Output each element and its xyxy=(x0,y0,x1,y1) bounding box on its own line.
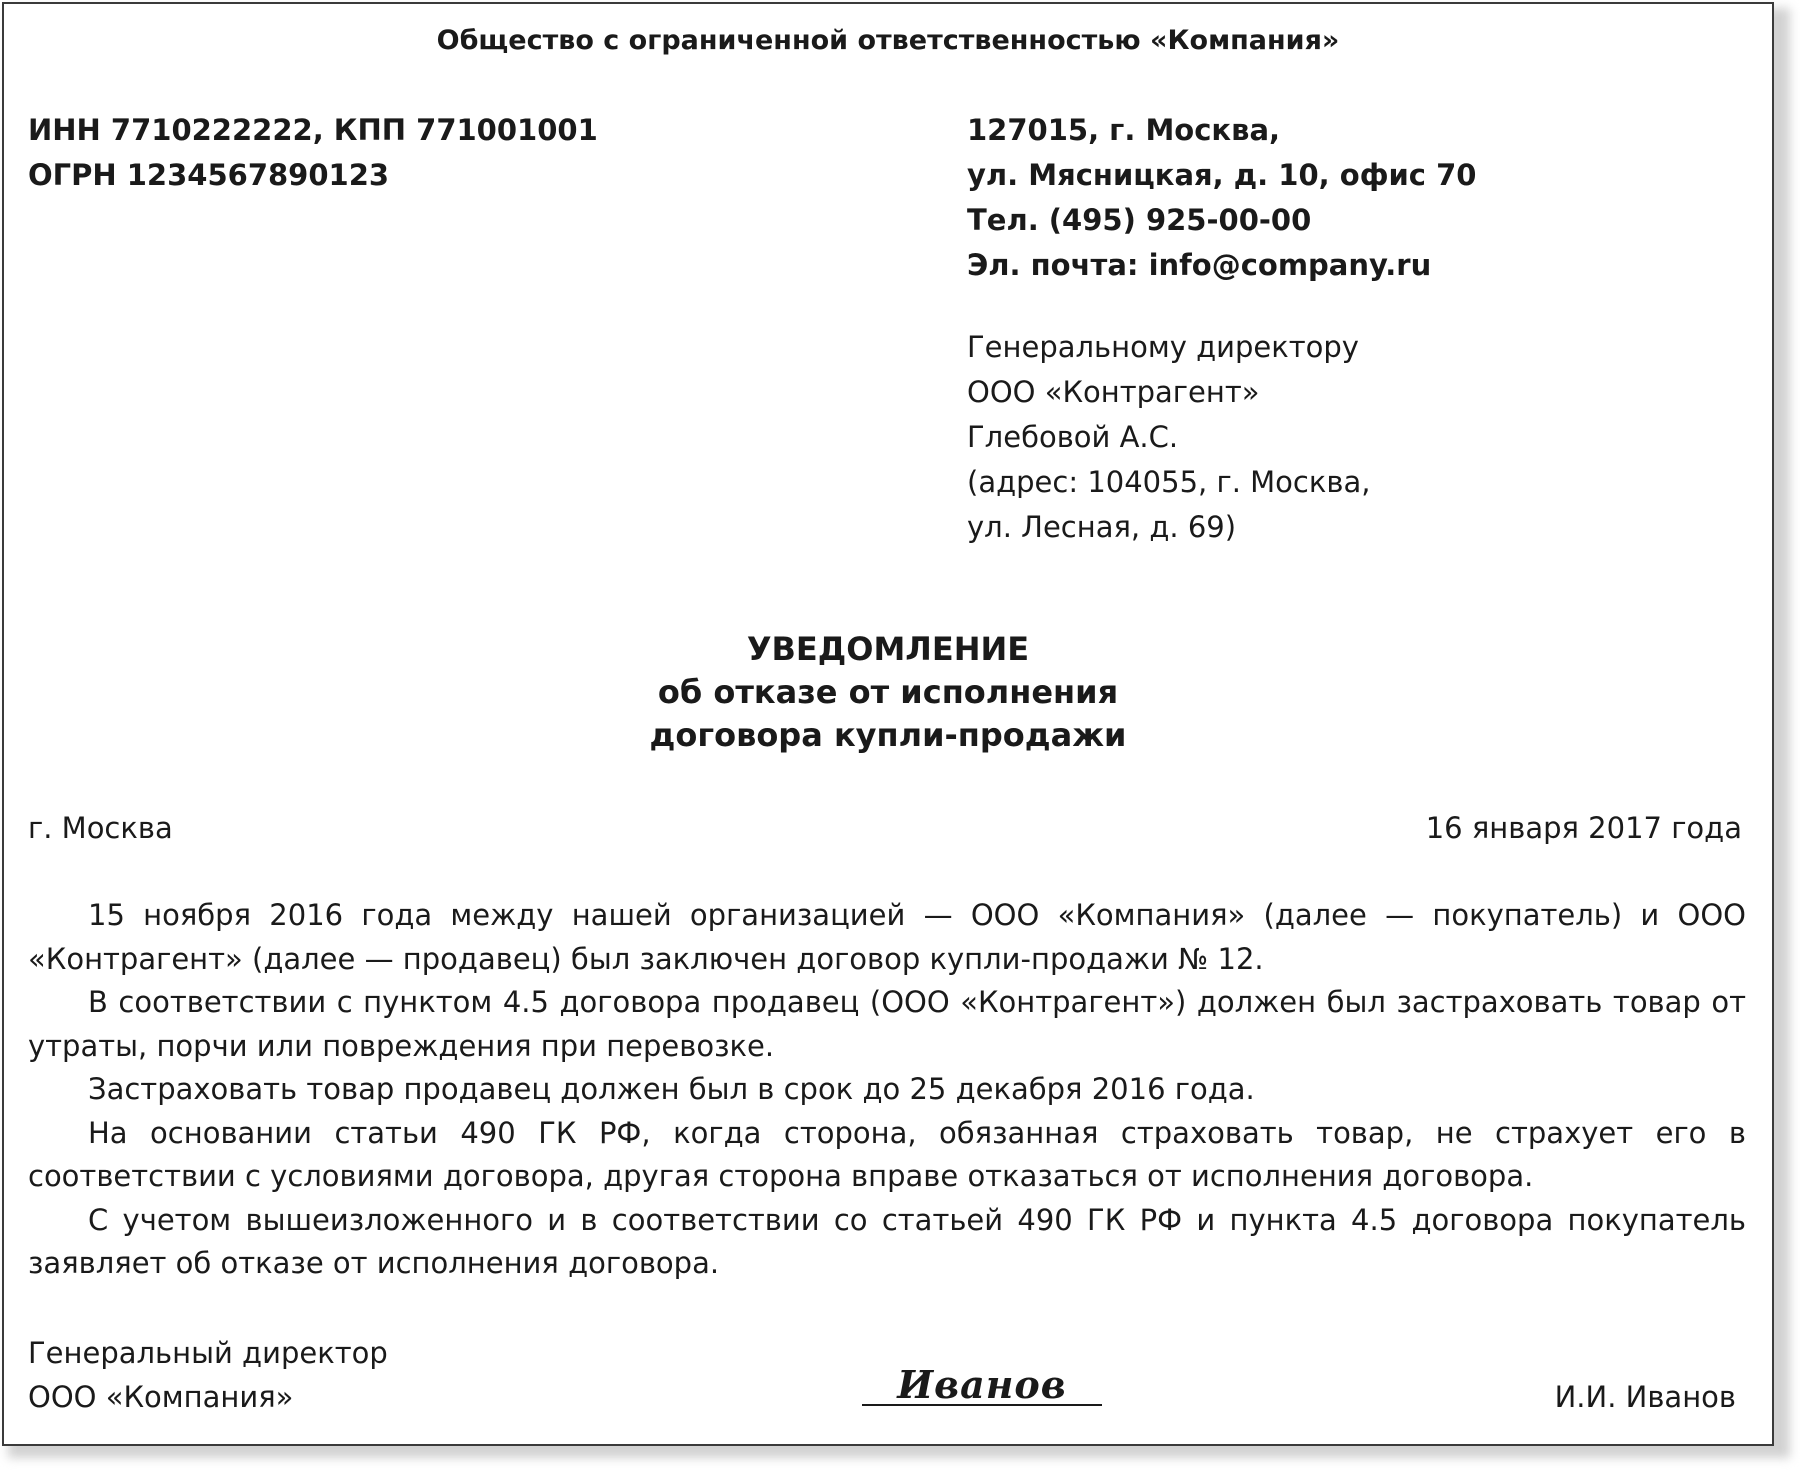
signer-position-line-2: ООО «Компания» xyxy=(28,1380,294,1414)
document-body xyxy=(28,894,1746,1286)
ogrn: ОГРН 1234567890123 xyxy=(28,158,390,192)
signature xyxy=(862,1352,1102,1416)
company-requisites xyxy=(28,108,598,198)
date: 16 января 2017 года xyxy=(1425,811,1742,845)
signer-position xyxy=(28,1331,388,1419)
company-name: Общество с ограниченной ответственностью «Компания» xyxy=(436,25,1340,56)
paragraph: 15 ноября 2016 года между нашей организацией — ООО «Компания» (далее — покупатель) и ООО «Контрагент» (далее — продавец) был заключен договор купли-продажи № 12. xyxy=(28,898,1746,976)
recipient-line-2: ООО «Контрагент» xyxy=(967,375,1260,409)
address-line-1: 127015, г. Москва, xyxy=(967,113,1281,147)
title-line-2: об отказе от исполнения xyxy=(657,673,1119,711)
signer-position-line-1: Генеральный директор xyxy=(28,1336,388,1370)
recipient-line-4: (адрес: 104055, г. Москва, xyxy=(967,465,1371,499)
recipient-block xyxy=(967,325,1370,550)
inn-kpp: ИНН 7710222222, КПП 771001001 xyxy=(28,113,598,147)
signer-name: И.И. Иванов xyxy=(1554,1380,1736,1414)
recipient-line-1: Генеральному директору xyxy=(967,330,1359,364)
paragraph: С учетом вышеизложенного и в соответствии со статьей 490 ГК РФ и пункта 4.5 договора покупатель заявляет об отказе от исполнения договора. xyxy=(28,1202,1746,1280)
company-contacts xyxy=(967,108,1476,288)
document-title xyxy=(4,628,1772,757)
handwritten-signature: Иванов xyxy=(897,1362,1067,1407)
place: г. Москва xyxy=(28,811,173,845)
paragraph: Застраховать товар продавец должен был в срок до 25 декабря 2016 года. xyxy=(88,1072,1255,1106)
paragraph: На основании статьи 490 ГК РФ, когда сторона, обязанная страховать товар, не страхует его в соответствии с условиями договора, другая сторона вправе отказаться от исполнения договора. xyxy=(28,1115,1746,1193)
paragraph: В соответствии с пунктом 4.5 договора продавец (ООО «Контрагент») должен был застраховать товар от утраты, порчи или повреждения при перевозке. xyxy=(28,985,1746,1063)
recipient-line-3: Глебовой А.С. xyxy=(967,420,1179,454)
address-line-2: ул. Мясницкая, д. 10, офис 70 xyxy=(967,158,1477,192)
recipient-line-5: ул. Лесная, д. 69) xyxy=(967,510,1237,544)
phone: Тел. (495) 925-00-00 xyxy=(967,203,1312,237)
title-line-1: УВЕДОМЛЕНИЕ xyxy=(746,630,1030,668)
title-line-3: договора купли-продажи xyxy=(649,716,1127,754)
document-page xyxy=(2,2,1774,1446)
email: Эл. почта: info@company.ru xyxy=(967,248,1432,282)
